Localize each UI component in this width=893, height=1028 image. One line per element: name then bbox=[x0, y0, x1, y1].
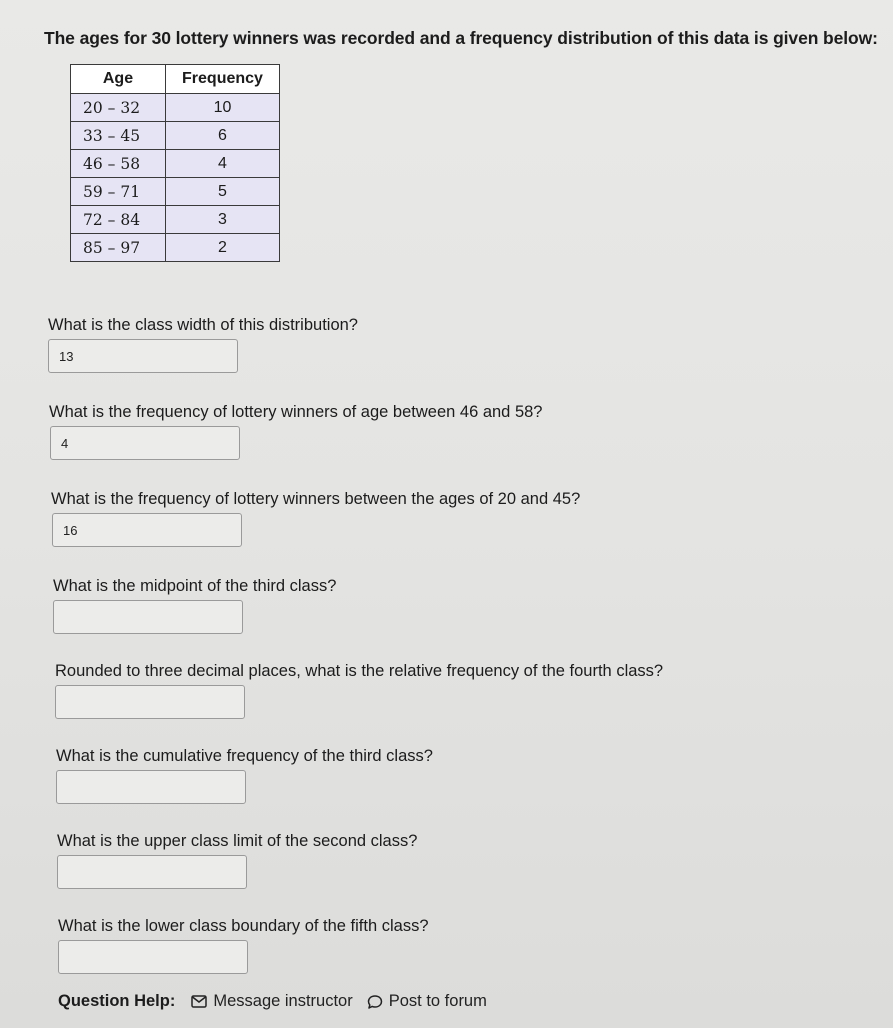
table-row bbox=[71, 234, 280, 262]
table-row bbox=[71, 206, 280, 234]
relative-frequency-answer-input[interactable] bbox=[55, 685, 245, 719]
upper-class-limit-answer-input[interactable] bbox=[57, 855, 247, 889]
column-header-frequency: Frequency bbox=[166, 65, 280, 94]
age-cell: 85 – 97 bbox=[71, 234, 166, 262]
post-to-forum-link[interactable] bbox=[367, 992, 487, 1011]
class-width-answer-input[interactable] bbox=[48, 339, 238, 373]
frequency-20-45-answer-input[interactable] bbox=[52, 513, 242, 547]
frequency-cell: 5 bbox=[166, 178, 280, 206]
lower-class-boundary-answer-input[interactable] bbox=[58, 940, 248, 974]
table-row bbox=[71, 178, 280, 206]
frequency-cell: 10 bbox=[166, 94, 280, 122]
frequency-cell: 2 bbox=[166, 234, 280, 262]
age-cell: 33 – 45 bbox=[71, 122, 166, 150]
question-relative-frequency: Rounded to three decimal places, what is the relative frequency of the fourth class? bbox=[55, 662, 664, 680]
question-midpoint-third-class: What is the midpoint of the third class? bbox=[53, 577, 337, 595]
envelope-icon bbox=[191, 995, 207, 1008]
question-frequency-46-58: What is the frequency of lottery winners of age between 46 and 58? bbox=[49, 403, 543, 421]
question-lower-class-boundary: What is the lower class boundary of the fifth class? bbox=[58, 917, 429, 935]
midpoint-answer-input[interactable] bbox=[53, 600, 243, 634]
question-frequency-20-45: What is the frequency of lottery winners between the ages of 20 and 45? bbox=[51, 490, 581, 508]
message-instructor-link[interactable] bbox=[191, 992, 352, 1011]
age-cell: 72 – 84 bbox=[71, 206, 166, 234]
speech-bubble-icon bbox=[367, 994, 383, 1010]
frequency-table bbox=[70, 64, 280, 262]
age-cell: 59 – 71 bbox=[71, 178, 166, 206]
cumulative-frequency-answer-input[interactable] bbox=[56, 770, 246, 804]
frequency-46-58-answer-input[interactable] bbox=[50, 426, 240, 460]
column-header-age: Age bbox=[71, 65, 166, 94]
question-upper-class-limit: What is the upper class limit of the second class? bbox=[57, 832, 418, 850]
question-help-bar bbox=[58, 992, 501, 1011]
question-help-label: Question Help: bbox=[58, 992, 176, 1010]
age-cell: 46 – 58 bbox=[71, 150, 166, 178]
question-class-width: What is the class width of this distribution? bbox=[48, 316, 358, 334]
message-instructor-label: Message instructor bbox=[213, 992, 353, 1010]
table-row bbox=[71, 150, 280, 178]
post-to-forum-label: Post to forum bbox=[388, 992, 487, 1010]
problem-intro: The ages for 30 lottery winners was recorded and a frequency distribution of this data is given below: bbox=[44, 28, 878, 48]
age-cell: 20 – 32 bbox=[71, 94, 166, 122]
frequency-cell: 3 bbox=[166, 206, 280, 234]
table-header-row bbox=[71, 65, 280, 94]
table-row bbox=[71, 94, 280, 122]
frequency-cell: 6 bbox=[166, 122, 280, 150]
table-row bbox=[71, 122, 280, 150]
question-cumulative-frequency: What is the cumulative frequency of the third class? bbox=[56, 747, 433, 765]
frequency-cell: 4 bbox=[166, 150, 280, 178]
